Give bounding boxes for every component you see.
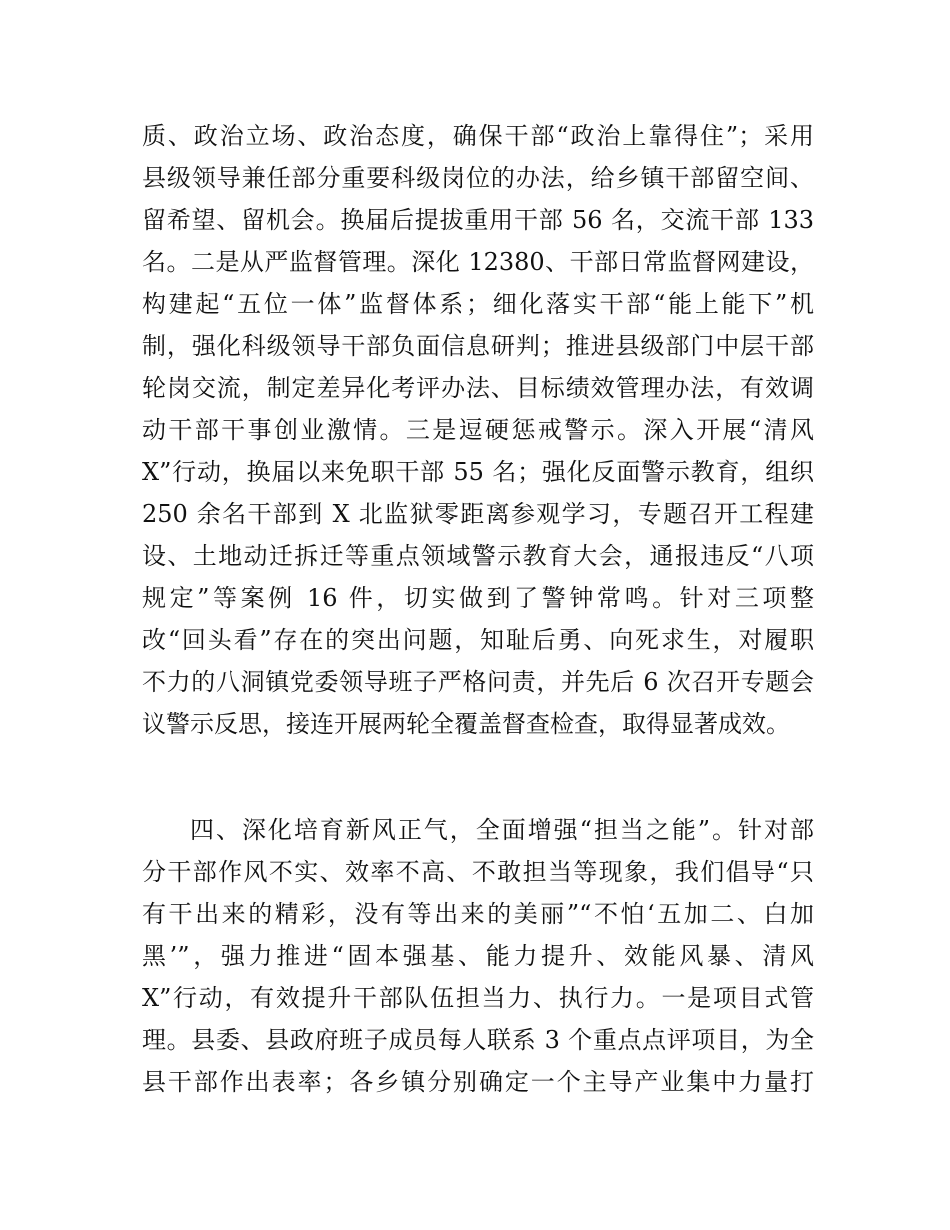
text-line: 不力的八洞镇党委领导班子严格问责，并先后 6 次召开专题会 [142,668,814,696]
text-line: 四、深化培育新风正气，全面增强“担当之能”。针对部 [190,816,814,844]
text-line: 有干出来的精彩，没有等出来的美丽”“不怕‘五加二、白加 [142,900,814,928]
text-line: 分干部作风不实、效率不高、不敢担当等现象，我们倡导“只 [142,858,814,886]
text-line: 县干部作出表率；各乡镇分别确定一个主导产业集中力量打 [142,1068,814,1096]
text-line: 轮岗交流，制定差异化考评办法、目标绩效管理办法，有效调 [142,374,814,402]
text-line: 动干部干事创业激情。三是逗硬惩戒警示。深入开展“清风 [142,416,814,444]
text-line: 名。二是从严监督管理。深化 12380、干部日常监督网建设， [142,248,814,276]
text-line: 理。县委、县政府班子成员每人联系 3 个重点点评项目，为全 [142,1026,814,1054]
text-line: 250 余名干部到 X 北监狱零距离参观学习，专题召开工程建 [142,500,814,528]
text-line: 县级领导兼任部分重要科级岗位的办法，给乡镇干部留空间、 [142,164,814,192]
text-line: 改“回头看”存在的突出问题，知耻后勇、向死求生，对履职 [142,626,814,654]
text-line: X”行动，有效提升干部队伍担当力、执行力。一是项目式管 [142,984,814,1012]
text-line: 构建起“五位一体”监督体系；细化落实干部“能上能下”机 [142,290,814,318]
text-line: 质、政治立场、政治态度，确保干部“政治上靠得住”；采用 [142,122,814,150]
text-line: 留希望、留机会。换届后提拔重用干部 56 名，交流干部 133 [142,206,814,234]
paragraph-2 [142,809,814,1103]
text-line: 设、土地动迁拆迁等重点领域警示教育大会，通报违反“八项 [142,542,814,570]
text-line: 议警示反思，接连开展两轮全覆盖督查检查，取得显著成效。 [142,710,790,738]
text-line: 黑’”，强力推进“固本强基、能力提升、效能风暴、清风 [142,942,814,970]
paragraph-1 [142,115,814,745]
text-line: X”行动，换届以来免职干部 55 名；强化反面警示教育，组织 [142,458,814,486]
text-line: 规定”等案例 16 件，切实做到了警钟常鸣。针对三项整 [142,584,814,612]
text-line: 制，强化科级领导干部负面信息研判；推进县级部门中层干部 [142,332,814,360]
